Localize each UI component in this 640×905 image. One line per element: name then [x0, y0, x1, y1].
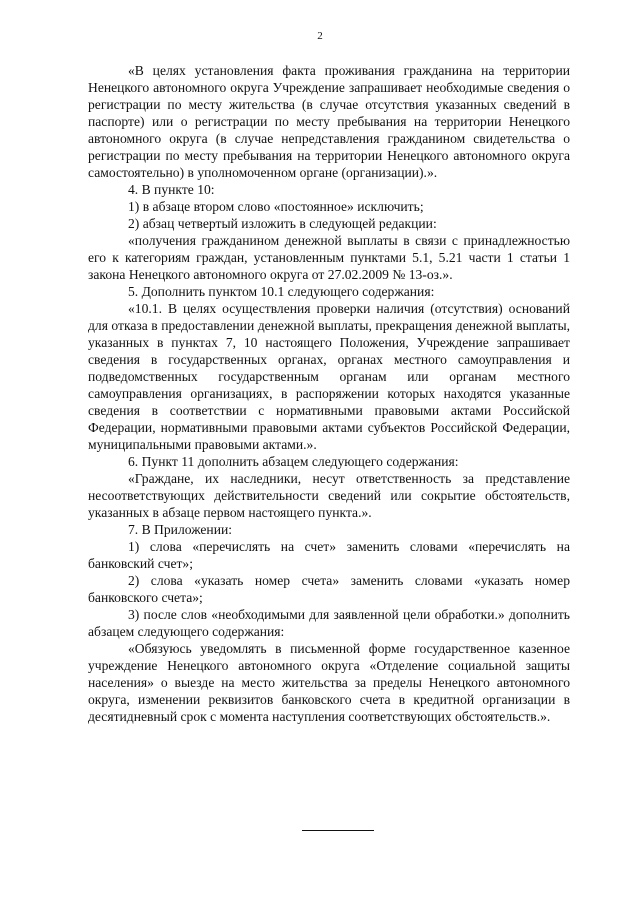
paragraph-item-4-sub-2: 2) абзац четвертый изложить в следующей редакции: — [128, 216, 437, 231]
paragraph-item-4-quote: «получения гражданином денежной выплаты в связи с принадлежностью его к категориям граждан, установленным пунктами 5.1, 5.21 части 1 статьи 1 закона Ненецкого автономного округа от 27.02.2009 № 13-оз.». — [88, 233, 570, 282]
paragraph-item-7-sub-1: 1) слова «перечислять на счет» заменить словами «перечислять на банковский счет»; — [88, 539, 570, 571]
paragraph-item-7-quote: «Обязуюсь уведомлять в письменной форме государственное казенное учреждение Ненецкого автономного округа «Отделение социальной защиты населения» о выезде на место жительства за пределы Ненецкого автономного округа, изменении реквизитов банковского счета в кредитной организации в десятидневный срок с момента наступления соответствующих обстоятельств.». — [88, 641, 570, 724]
paragraph-item-7-sub-2: 2) слова «указать номер счета» заменить словами «указать номер банковского счета»; — [88, 573, 570, 605]
end-divider — [302, 830, 374, 831]
paragraph-item-7-sub-3: 3) после слов «необходимыми для заявленной цели обработки.» дополнить абзацем следующего содержания: — [88, 607, 570, 639]
document-body — [88, 62, 570, 725]
paragraph-item-7-heading: 7. В Приложении: — [128, 522, 233, 537]
paragraph-residence-check: «В целях установления факта проживания гражданина на территории Ненецкого автономного округа Учреждение запрашивает необходимые сведения о регистрации по месту жительства (в случае отсутствия указанных сведений в паспорте) или о регистрации по месту пребывания на территории Ненецкого автономного округа (в случае непредставления гражданином свидетельства о регистрации по месту пребывания на территории Ненецкого автономного округа самостоятельно) в уполномоченном органе (организации).». — [88, 63, 570, 180]
paragraph-item-6-quote: «Граждане, их наследники, несут ответственность за представление несоответствующих действительности сведений или сокрытие обстоятельств, указанных в абзаце первом настоящего пункта.». — [88, 471, 570, 520]
paragraph-item-5-heading: 5. Дополнить пунктом 10.1 следующего содержания: — [128, 284, 435, 299]
page-number: 2 — [317, 30, 323, 42]
paragraph-item-4-heading: 4. В пункте 10: — [128, 182, 215, 197]
paragraph-item-4-sub-1: 1) в абзаце втором слово «постоянное» исключить; — [128, 199, 424, 214]
paragraph-item-6-heading: 6. Пункт 11 дополнить абзацем следующего содержания: — [128, 454, 459, 469]
paragraph-item-5-quote: «10.1. В целях осуществления проверки наличия (отсутствия) оснований для отказа в предоставлении денежной выплаты, прекращения денежной выплаты, указанных в пунктах 7, 10 настоящего Положения, Учреждение запрашивает сведения в государственных органах, органах местного самоуправления и подведомственных государственным органам или органам местного самоуправления организациях, в распоряжении которых находятся указанные сведения в соответствии с нормативными правовыми актами Российской Федерации, нормативными правовыми актами субъектов Российской Федерации, муниципальными правовыми актами.». — [88, 301, 570, 452]
